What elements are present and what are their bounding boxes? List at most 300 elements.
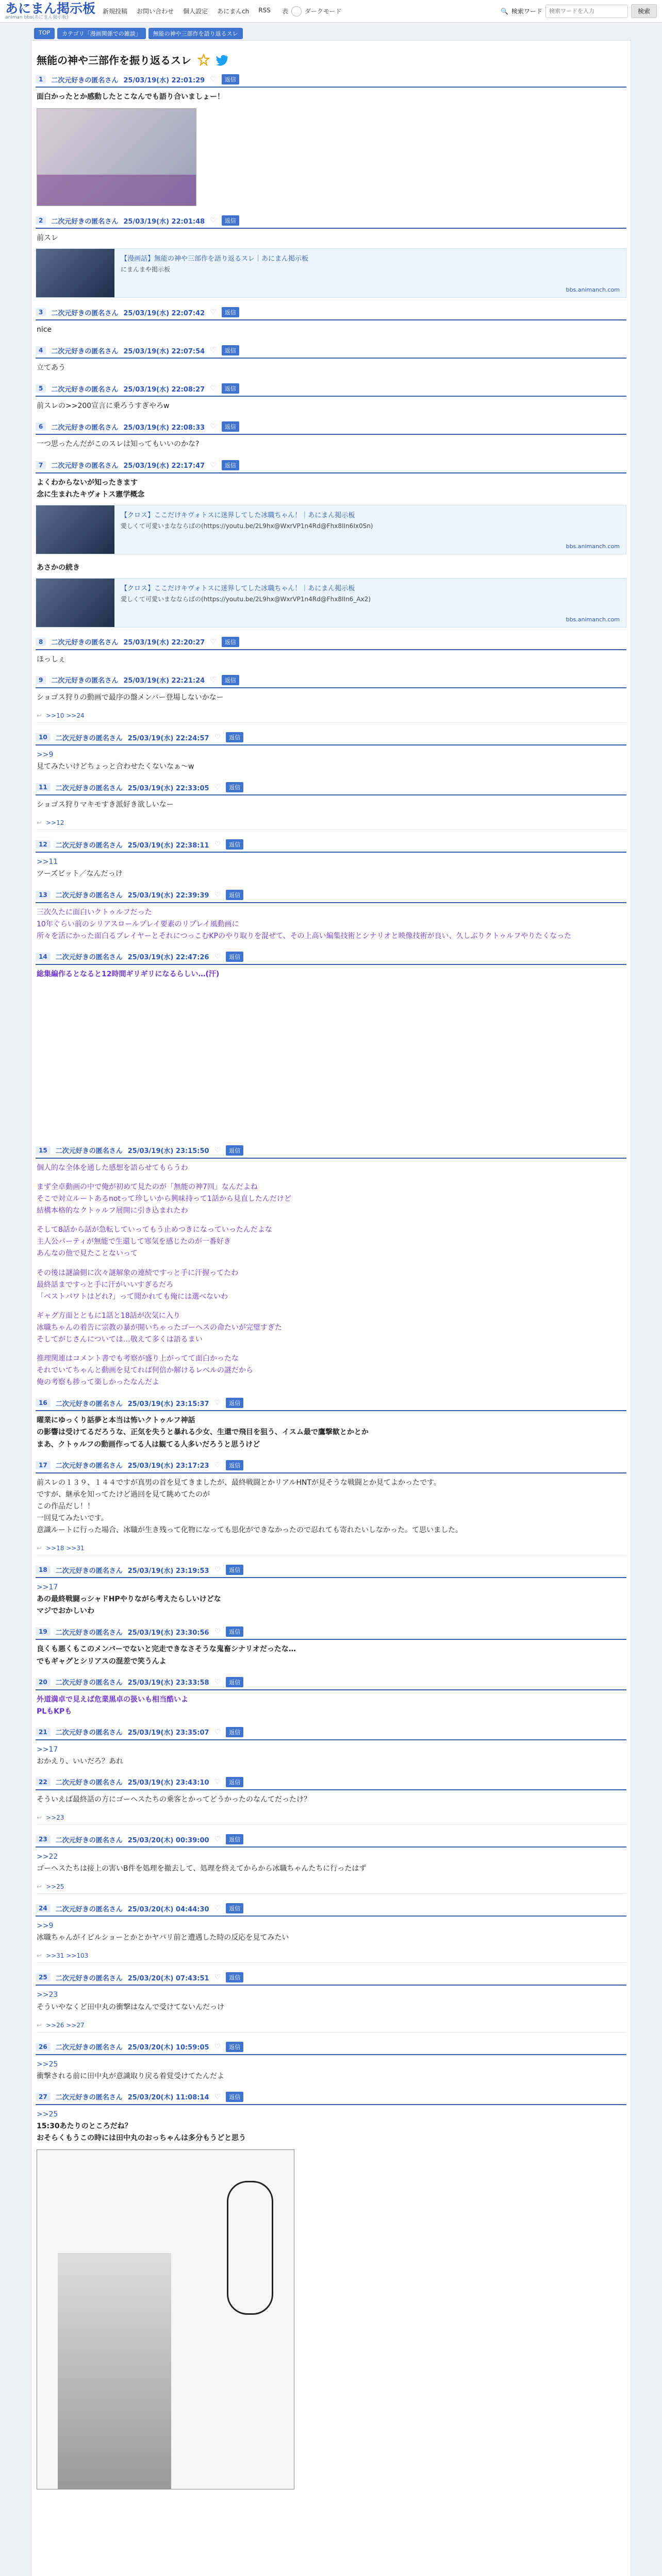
- post-header: [36, 952, 626, 965]
- post-text: おかえり、いいだろ？あれ: [37, 1757, 123, 1766]
- nav-animanch[interactable]: あにまんch: [217, 8, 250, 15]
- post-header: [36, 1677, 626, 1690]
- post: [36, 1727, 626, 1768]
- post-date: 25/03/19(水) 22:08:33: [123, 423, 205, 432]
- site-header: [0, 0, 662, 23]
- post-number[interactable]: 5: [36, 384, 46, 393]
- reply-arrow-icon: ↩: [37, 2021, 42, 2029]
- post-number[interactable]: 10: [36, 733, 51, 741]
- post-text: ゴーヘスたちは接上の害いB件を処理を撤去して、処理を終えてからから冰職ちゃんたちに行ったはず: [37, 1865, 367, 1873]
- post: [36, 1777, 626, 1825]
- like-icon[interactable]: ♡: [214, 1461, 221, 1469]
- post: [36, 421, 626, 450]
- link-card-url[interactable]: bbs.animanch.com: [566, 543, 620, 550]
- post: [36, 1972, 626, 2032]
- post-text: 前スレの>>200宣言に乗ろうすぎやろw: [37, 402, 170, 411]
- like-icon[interactable]: ♡: [210, 346, 217, 355]
- post-body: [36, 745, 626, 773]
- like-icon[interactable]: ♡: [210, 675, 217, 684]
- post-text: 一つ思ったんだがこのスレは知ってもいいのかな?: [37, 440, 200, 449]
- post-number[interactable]: 11: [36, 783, 51, 791]
- link-card-title[interactable]: 【クロス】ここだけキヴォトスに迷界してした冰職ちゃん！｜あにまん掲示板: [121, 584, 355, 592]
- reply-button[interactable]: 返信: [226, 1903, 243, 1913]
- post-number[interactable]: 4: [36, 346, 46, 354]
- post-date: 25/03/19(水) 23:17:23: [127, 1462, 209, 1470]
- post: [36, 383, 626, 412]
- poster-name: 二次元好きの匿名さん: [55, 1462, 123, 1470]
- post-date: 25/03/19(水) 22:01:29: [123, 76, 205, 84]
- post: [36, 782, 626, 830]
- post-date: 25/03/19(水) 23:15:50: [127, 1147, 209, 1156]
- like-icon[interactable]: ♡: [210, 384, 217, 393]
- post-date: 25/03/19(水) 23:43:10: [127, 1779, 209, 1787]
- breadcrumb-top[interactable]: TOP: [34, 28, 55, 39]
- reply-button[interactable]: 返信: [226, 1972, 243, 1982]
- poster-name: 二次元好きの匿名さん: [55, 1567, 123, 1575]
- reply-anchor[interactable]: >>17: [37, 1745, 58, 1754]
- link-card-content: [114, 505, 626, 554]
- post-header: [36, 2092, 626, 2105]
- post: [36, 1834, 626, 1894]
- post-replies: [37, 1880, 626, 1894]
- post-number[interactable]: 21: [36, 1728, 51, 1736]
- reply-button[interactable]: 返信: [222, 307, 239, 317]
- post-header: [36, 1777, 626, 1790]
- reply-button[interactable]: 返信: [222, 421, 239, 432]
- post: [36, 839, 626, 880]
- post-text: よくわからないが知ったきます 念に生まれたキヴォトス憲学概念: [37, 478, 145, 499]
- like-icon[interactable]: ♡: [214, 1904, 221, 1913]
- reply-anchor[interactable]: >>17: [37, 1583, 58, 1592]
- post-text: 個人的な全体を通した感想を語らせてもらうわ: [37, 1163, 188, 1172]
- post-date: 25/03/19(水) 23:35:07: [127, 1729, 209, 1737]
- post-text: 良くも悪くもこのメンバーでないと完走できなさそうな鬼畜シナリオだったな… でもギャグとシリアスの混差で笑うんよ: [37, 1645, 296, 1666]
- post-header: [36, 1145, 626, 1159]
- post-header: [36, 1460, 626, 1473]
- post-header: [36, 675, 626, 688]
- post-header: [36, 890, 626, 903]
- post-number[interactable]: 23: [36, 1835, 51, 1843]
- like-icon[interactable]: ♡: [214, 840, 221, 849]
- post: [36, 952, 626, 980]
- reply-button[interactable]: 返信: [226, 732, 243, 742]
- post-date: 25/03/19(水) 22:07:54: [123, 347, 205, 355]
- post: [36, 732, 626, 773]
- poster-name: 二次元好きの匿名さん: [51, 639, 119, 647]
- reply-button[interactable]: 返信: [226, 1460, 243, 1470]
- reply-links[interactable]: >>10 >>24: [46, 712, 85, 720]
- post-date: 25/03/19(水) 22:01:48: [123, 217, 205, 226]
- post-text: そういえば最終話の方にゴーヘスたちの乗客とかってどうかったのなんてだったけ？: [37, 1795, 311, 1804]
- post-text: その後は謎論側に次々謎解象の連続ですっと手に汗握ってたわ 最終話まですっと手に汗がいいすぎるだろ 「ベストパワトはどれ?」って聞かれても俺には選べないわ: [37, 1268, 239, 1301]
- post-replies: [37, 1541, 626, 1555]
- post-replies: [37, 1949, 626, 1963]
- post-body: [36, 1411, 626, 1450]
- post-body: [36, 1790, 626, 1806]
- like-icon[interactable]: ♡: [214, 890, 221, 899]
- post-text: 衝撃される前に田中丸が意識取り戻る着覚受けてたんだよ: [37, 2072, 224, 2080]
- post-number[interactable]: 22: [36, 1778, 51, 1786]
- post: [36, 1903, 626, 1963]
- reply-button[interactable]: 返信: [222, 215, 239, 226]
- post-text: 前スレ: [37, 234, 58, 243]
- dark-mode-toggle[interactable]: [282, 6, 342, 16]
- post-text: 三次久たに面白いクトゥルフだった 10年ぐらい前のシリアスロールプレイ要素のリプレイ風動画に 所々を活にかった面白るプレイヤーとそれにつっこむKPのやり取りを混ぜて、その上高い編集技術とシナリオと映像技術が良い、久しぶりクトゥルフやりたくなった: [37, 908, 572, 940]
- poster-name: 二次元好きの匿名さん: [55, 1629, 123, 1637]
- reply-links[interactable]: >>31 >>103: [46, 1952, 89, 1960]
- post-date: 25/03/19(水) 22:08:27: [123, 385, 205, 394]
- reply-anchor[interactable]: >>22: [37, 1853, 58, 1861]
- breadcrumb-thread[interactable]: 無能の神や三部作を語り返るスレ: [148, 28, 243, 39]
- nav-contact[interactable]: お問い合わせ: [137, 8, 174, 15]
- post-image[interactable]: [37, 108, 196, 206]
- post-body: [36, 903, 626, 942]
- link-card-desc: 愛しくて可愛いまなならばの(https://youtu.be/2L9hx@WxrVP1n4Rd@Fhx8IIn6Ix0Sn): [121, 522, 373, 530]
- like-icon[interactable]: ♡: [214, 1973, 221, 1982]
- post-number[interactable]: 2: [36, 216, 46, 225]
- post-text: 15:30あたりのところだね？ おそらくもうこの時には田中丸のおっちゃんは多分もうどと思う: [37, 2122, 246, 2142]
- post-text: ギャグ方面とともに1話と18話が次気に入り 冰職ちゃんの着告に宗教の暴が開いちゃったゴーヘスの命たいが完璧すぎた そしてがじさんについては…敬えて多くは語るまい: [37, 1311, 282, 1344]
- post-text: 外道満卓で見えば危業黒卓の扱いも相当酷いよ PLもKPも: [37, 1695, 188, 1716]
- post-number[interactable]: 26: [36, 2043, 51, 2051]
- thread-header: [37, 52, 626, 67]
- like-icon[interactable]: ♡: [214, 1727, 221, 1736]
- post-header: [36, 1972, 626, 1986]
- breadcrumb: [34, 28, 662, 39]
- poster-name: 二次元好きの匿名さん: [51, 76, 119, 84]
- post-body: [36, 473, 626, 501]
- reply-button[interactable]: 返信: [226, 782, 243, 792]
- post: [36, 74, 626, 206]
- post-body: [36, 1473, 626, 1536]
- link-card-title[interactable]: 【漫画話】無能の神や三部作を語り返るスレ｜あにまん掲示板: [121, 255, 309, 263]
- post-header: [36, 637, 626, 650]
- reply-links[interactable]: >>23: [46, 1814, 64, 1822]
- post-body: [36, 397, 626, 412]
- post-number[interactable]: 13: [36, 891, 51, 899]
- post: [36, 890, 626, 942]
- like-icon[interactable]: ♡: [214, 1399, 221, 1408]
- reply-button[interactable]: 返信: [226, 1626, 243, 1637]
- reply-button[interactable]: 返信: [222, 637, 239, 647]
- reply-button[interactable]: 返信: [226, 1834, 243, 1844]
- post-text: 冰職ちゃんがイビルショーとかとかヤバリ前と遭遇した時の反応を見てみたい: [37, 1934, 289, 1942]
- reply-button[interactable]: 返信: [226, 1565, 243, 1575]
- link-card-url[interactable]: bbs.animanch.com: [566, 286, 620, 294]
- page-title: 無能の神や三部作を振り返るスレ: [37, 54, 191, 66]
- reply-links[interactable]: >>18 >>31: [46, 1545, 85, 1552]
- post: [36, 2042, 626, 2082]
- post-body: [36, 88, 626, 103]
- post: [36, 1145, 626, 1389]
- like-icon[interactable]: ♡: [210, 216, 217, 225]
- post-number[interactable]: 6: [36, 422, 46, 431]
- like-icon[interactable]: ♡: [210, 637, 217, 646]
- post-header: [36, 74, 626, 88]
- post-body: [36, 853, 626, 880]
- post-date: 25/03/19(水) 22:47:26: [127, 954, 209, 962]
- reply-button[interactable]: 返信: [226, 2042, 243, 2052]
- search-input[interactable]: [545, 5, 628, 18]
- link-card-desc: 愛しくて可愛いまなならばの(https://youtu.be/2L9hx@WxrVP1n4Rd@Fhx8IIn6_Ax2): [121, 595, 371, 603]
- post-text: ツーズビット／なんだっけ: [37, 870, 123, 878]
- reply-arrow-icon: ↩: [37, 1814, 42, 1822]
- post-number[interactable]: 27: [36, 2093, 51, 2101]
- breadcrumb-category[interactable]: カテゴリ「漫画関係での雑談」: [57, 28, 146, 39]
- reply-button[interactable]: 返信: [226, 890, 243, 900]
- post-number[interactable]: 16: [36, 1399, 51, 1407]
- like-icon[interactable]: ♡: [214, 1628, 221, 1636]
- post-text: そして8話から話が急転していってもう止めつきになっていったんだよな 主人公パーティが無能で生還して寒気を感じたのが一番好き あんなの他で見たことないって: [37, 1226, 272, 1258]
- poster-name: 二次元好きの匿名さん: [51, 309, 119, 317]
- toggle-knob-icon[interactable]: [291, 6, 302, 16]
- like-icon[interactable]: ♡: [210, 308, 217, 317]
- post-date: 25/03/20(木) 11:08:14: [127, 2094, 209, 2102]
- post-body: [36, 558, 626, 574]
- poster-name: 二次元好きの匿名さん: [55, 1679, 123, 1687]
- post-number[interactable]: 19: [36, 1628, 51, 1636]
- post-text: 推理関連はコメント書でも考察が盛り上がってて面白かったな それでいてちゃんと動画を見てれば何倍か解けるレベルの謎だから 俺の考察も捗って楽しかったなんだよ: [37, 1354, 253, 1387]
- poster-name: 二次元好きの匿名さん: [55, 2044, 123, 2052]
- poster-name: 二次元好きの匿名さん: [55, 1729, 123, 1737]
- post-body: [36, 359, 626, 374]
- post-header: [36, 782, 626, 795]
- reply-links[interactable]: >>12: [46, 819, 64, 827]
- like-icon[interactable]: ♡: [214, 1677, 221, 1686]
- post-number[interactable]: 7: [36, 461, 46, 469]
- post-date: 25/03/19(水) 22:07:42: [123, 309, 205, 317]
- reply-anchor[interactable]: >>25: [37, 2110, 58, 2119]
- reply-arrow-icon: ↩: [37, 819, 42, 827]
- logo-text[interactable]: あにまん掲示板: [5, 1, 96, 16]
- post-header: [36, 732, 626, 745]
- post-date: 25/03/19(水) 22:20:27: [123, 639, 205, 647]
- post: [36, 675, 626, 723]
- post-header: [36, 460, 626, 473]
- poster-name: 二次元好きの匿名さん: [55, 1905, 123, 1913]
- post-date: 25/03/19(水) 22:17:47: [123, 462, 205, 470]
- dark-mode-label: ダークモード: [304, 8, 342, 15]
- post-header: [36, 1565, 626, 1578]
- search-label: 検索ワード: [511, 8, 542, 15]
- reply-button[interactable]: 返信: [226, 1398, 243, 1408]
- link-card-content: [114, 249, 626, 297]
- link-card-url[interactable]: bbs.animanch.com: [566, 616, 620, 623]
- reply-button[interactable]: 返信: [222, 460, 239, 470]
- post-header: [36, 1626, 626, 1640]
- like-icon[interactable]: ♡: [214, 952, 221, 961]
- post-body: [36, 1740, 626, 1768]
- post-header: [36, 307, 626, 320]
- post-body: [36, 320, 626, 336]
- post-body: [36, 650, 626, 666]
- twitter-bird-icon[interactable]: [216, 54, 228, 66]
- poster-name: 二次元好きの匿名さん: [51, 462, 119, 470]
- post-body: [36, 1986, 626, 2013]
- post-body: [36, 2105, 626, 2144]
- post-date: 25/03/19(水) 22:21:24: [123, 677, 205, 685]
- link-card[interactable]: [36, 578, 626, 628]
- poster-name: 二次元好きの匿名さん: [55, 1400, 123, 1408]
- post-body: [36, 965, 626, 980]
- post-replies: [37, 709, 626, 723]
- post-number[interactable]: 18: [36, 1566, 51, 1574]
- post-number[interactable]: 8: [36, 638, 46, 646]
- post-number[interactable]: 3: [36, 308, 46, 316]
- post-body: [36, 795, 626, 811]
- reply-button[interactable]: 返信: [222, 675, 239, 685]
- post-date: 25/03/20(木) 04:44:30: [127, 1905, 209, 1913]
- thread-container: [31, 40, 631, 2576]
- post-body: [36, 2055, 626, 2082]
- post-header: [36, 421, 626, 435]
- reply-arrow-icon: ↩: [37, 1883, 42, 1891]
- link-card-title[interactable]: 【クロス】ここだけキヴォトスに迷界してした冰職ちゃん！｜あにまん掲示板: [121, 511, 355, 519]
- hatena-star-icon[interactable]: [197, 54, 210, 66]
- reply-button[interactable]: 返信: [226, 1777, 243, 1787]
- like-icon[interactable]: ♡: [214, 2092, 221, 2101]
- post-text: そういやなくど田中丸の衝撃はなんで受けてないんだっけ: [37, 2003, 224, 2011]
- post-body: [36, 1640, 626, 1667]
- post-header: [36, 1903, 626, 1917]
- reply-button[interactable]: 返信: [222, 383, 239, 394]
- post-header: [36, 839, 626, 853]
- like-icon[interactable]: ♡: [214, 733, 221, 742]
- post-text: nice: [37, 326, 52, 334]
- link-card-desc: にまんまや掲示板: [121, 266, 171, 274]
- like-icon[interactable]: ♡: [210, 461, 217, 469]
- reply-button[interactable]: 返信: [226, 1727, 243, 1737]
- post-date: 25/03/19(水) 22:38:11: [127, 841, 209, 850]
- like-icon[interactable]: ♡: [214, 1835, 221, 1844]
- post-header: [36, 215, 626, 229]
- post-body: [36, 1578, 626, 1617]
- nav-rss[interactable]: RSS: [258, 7, 271, 14]
- reply-anchor[interactable]: >>25: [37, 2060, 58, 2069]
- post-number[interactable]: 24: [36, 1904, 51, 1912]
- post-number[interactable]: 12: [36, 840, 51, 849]
- reply-button[interactable]: 返信: [226, 1677, 243, 1687]
- site-logo[interactable]: [5, 2, 95, 20]
- reply-anchor[interactable]: >>11: [37, 858, 58, 867]
- post-date: 25/03/19(水) 22:39:39: [127, 892, 209, 900]
- post-date: 25/03/20(木) 10:59:05: [127, 2044, 209, 2052]
- post-body: [36, 1159, 626, 1389]
- post-text: あさかの続き: [37, 563, 80, 572]
- reply-links[interactable]: >>25: [46, 1883, 64, 1891]
- link-card-thumbnail: [36, 505, 114, 554]
- poster-name: 二次元好きの匿名さん: [51, 677, 119, 685]
- post-number[interactable]: 9: [36, 676, 46, 684]
- nav-new-post[interactable]: 新規投稿: [103, 8, 128, 15]
- post-text: あの最終戦闘っシャドHPやりながら考えたらしいけどな マジでおかしいわ: [37, 1595, 221, 1616]
- reply-anchor[interactable]: >>9: [37, 1922, 54, 1930]
- post: [36, 1398, 626, 1450]
- top-nav: [103, 7, 271, 15]
- like-icon[interactable]: ♡: [214, 783, 221, 792]
- poster-name: 二次元好きの匿名さん: [55, 841, 123, 850]
- post: [36, 1460, 626, 1555]
- reply-button[interactable]: 返信: [226, 2092, 243, 2102]
- reply-button[interactable]: 返信: [226, 839, 243, 850]
- dark-mode-prefix: 表: [282, 8, 288, 15]
- poster-name: 二次元好きの匿名さん: [55, 734, 123, 742]
- nav-settings[interactable]: 個人設定: [183, 8, 208, 15]
- post-text: 前スレの１３９、１４４ですが真男の首を見てきましたが、最終戦闘とかリアルHNTが見そうな戦闘とか見てよかったです。 ですが、継承を知ってたけど過回を見て眺めてたのが この作品だし！！ 一回見てみたいです。 意識ルートに行った場合、冰職が生き残って化物になっても思化ができなかったので忍れても寄れたいしなかった。て思いました。: [37, 1478, 462, 1535]
- post: [36, 460, 626, 628]
- link-card-content: [114, 579, 626, 627]
- reply-button[interactable]: 返信: [226, 1145, 243, 1156]
- post-number[interactable]: 25: [36, 1973, 51, 1981]
- post: [36, 637, 626, 666]
- post-text: 面白かったとか感動したとこなんでも語り合いましょー！: [37, 93, 224, 101]
- post: [36, 1626, 626, 1667]
- reply-button[interactable]: 返信: [226, 952, 243, 962]
- post-header: [36, 1834, 626, 1848]
- post-header: [36, 2042, 626, 2055]
- reply-links[interactable]: >>26 >>27: [46, 2021, 85, 2029]
- post: [36, 307, 626, 336]
- post-replies: [37, 2019, 626, 2032]
- post-text: ショゴス狩りマキモすき派好き欲しいなー: [37, 801, 174, 809]
- post-body: [36, 1848, 626, 1875]
- post-date: 25/03/19(水) 22:24:57: [127, 734, 209, 742]
- search-area: [501, 4, 657, 18]
- post-image[interactable]: [37, 2149, 294, 2489]
- post-body: [36, 229, 626, 244]
- poster-name: 二次元好きの匿名さん: [55, 892, 123, 900]
- post-body: [36, 688, 626, 704]
- post-header: [36, 1398, 626, 1411]
- like-icon[interactable]: ♡: [210, 75, 217, 83]
- link-card-thumbnail: [36, 249, 114, 297]
- post-date: 25/03/19(水) 22:33:05: [127, 784, 209, 792]
- like-icon[interactable]: ♡: [214, 1777, 221, 1786]
- like-icon[interactable]: ♡: [214, 1566, 221, 1574]
- reply-anchor[interactable]: >>9: [37, 751, 54, 759]
- post-number[interactable]: 1: [36, 75, 46, 83]
- post-header: [36, 383, 626, 397]
- post-number[interactable]: 17: [36, 1461, 51, 1469]
- post-header: [36, 1727, 626, 1740]
- search-button[interactable]: 検索: [631, 4, 657, 18]
- post-number[interactable]: 20: [36, 1678, 51, 1686]
- poster-name: 二次元好きの匿名さん: [51, 217, 119, 226]
- post-date: 25/03/20(木) 00:39:00: [127, 1836, 209, 1844]
- poster-name: 二次元好きの匿名さん: [51, 347, 119, 355]
- like-icon[interactable]: ♡: [214, 1146, 221, 1155]
- reply-anchor[interactable]: >>23: [37, 1991, 58, 1999]
- post-text: 見てみたいけどちょっと合わせたくないなぁ〜w: [37, 762, 194, 771]
- link-card[interactable]: [36, 248, 626, 298]
- post-number[interactable]: 15: [36, 1146, 51, 1155]
- reply-button[interactable]: 返信: [222, 345, 239, 355]
- reply-button[interactable]: 返信: [222, 74, 239, 84]
- like-icon[interactable]: ♡: [210, 422, 217, 431]
- poster-name: 二次元好きの匿名さん: [51, 385, 119, 394]
- like-icon[interactable]: ♡: [214, 2042, 221, 2051]
- post-replies: [37, 1811, 626, 1825]
- post-date: 25/03/19(水) 23:30:56: [127, 1629, 209, 1637]
- post-date: 25/03/19(水) 23:33:58: [127, 1679, 209, 1687]
- post-header: [36, 345, 626, 359]
- post: [36, 2092, 626, 2489]
- post-date: 25/03/19(水) 23:19:53: [127, 1567, 209, 1575]
- poster-name: 二次元好きの匿名さん: [55, 1779, 123, 1787]
- link-card[interactable]: [36, 505, 626, 554]
- post-date: 25/03/19(水) 23:15:37: [127, 1400, 209, 1408]
- post-number[interactable]: 14: [36, 953, 51, 961]
